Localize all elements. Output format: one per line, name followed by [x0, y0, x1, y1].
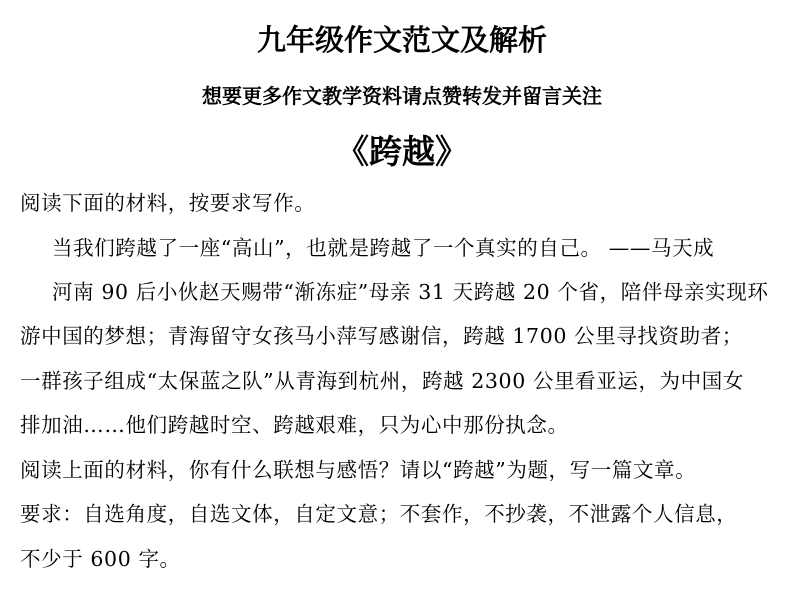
document-subtitle: 想要更多作文教学资料请点赞转发并留言关注: [202, 84, 602, 108]
paragraph-line: 河南 90 后小伙赵天赐带“渐冻症”母亲 31 天跨越 20 个省，陪伴母亲实现环: [52, 280, 769, 304]
paragraph-line: 阅读上面的材料，你有什么联想与感悟？请以“跨越”为题，写一篇文章。: [20, 458, 697, 482]
document-title: 九年级作文范文及解析: [256, 23, 547, 57]
paragraph-line: 当我们跨越了一座“高山”，也就是跨越了一个真实的自己。 ——马天成: [52, 236, 715, 260]
essay-title: 《跨越》: [336, 132, 468, 171]
paragraph-line: 阅读下面的材料，按要求写作。: [20, 191, 316, 215]
paragraph-line: 要求：自选角度，自选文体，自定文意；不套作，不抄袭，不泄露个人信息，: [20, 502, 738, 526]
paragraph-line: 不少于 600 字。: [20, 547, 181, 571]
paragraph-line: 一群孩子组成“太保蓝之队”从青海到杭州，跨越 2300 公里看亚运，为中国女: [20, 369, 744, 393]
paragraph-line: 排加油……他们跨越时空、跨越艰难，只为心中那份执念。: [20, 413, 569, 437]
paragraph-line: 游中国的梦想；青海留守女孩马小萍写感谢信，跨越 1700 公里寻找资助者；: [20, 324, 743, 348]
